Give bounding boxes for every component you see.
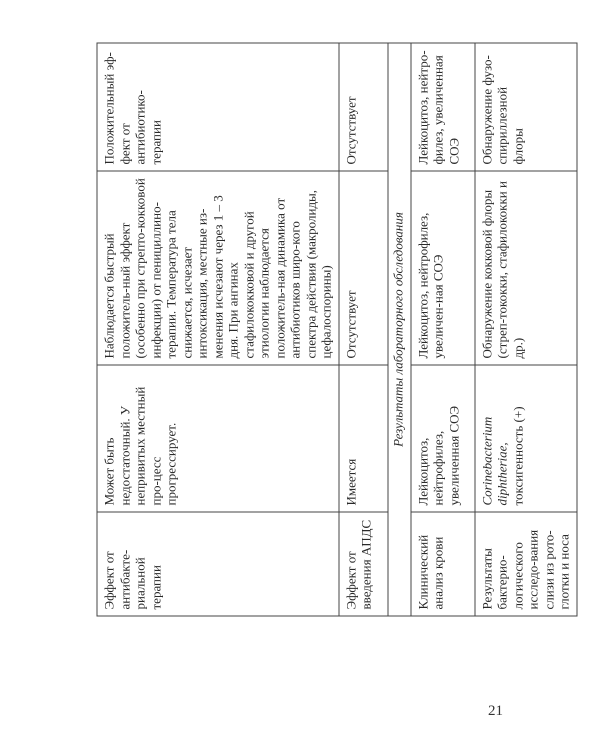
- table-cell: Обнаружение фузо-спириллезной флоры: [475, 43, 577, 171]
- row-label: Эффект от введения АПДС: [339, 512, 388, 616]
- section-title: Результаты лабораторного обследования: [388, 43, 411, 616]
- table-cell: Лейкоцитоз, нейтрофилез, увеличенная СОЭ: [411, 365, 475, 512]
- table-row: [339, 43, 388, 616]
- table-row: [97, 43, 339, 616]
- table-cell: Лейкоцитоз, нейтро-филез, увеличенная СОЭ: [411, 43, 475, 171]
- row-label: Результаты бактерио-логического исследо-вания слизи из рото-глотки и носа: [475, 512, 577, 616]
- toxigenicity-text: токсигенность (+): [510, 406, 525, 506]
- bacterium-name: Corinebacterium diphtheriae,: [479, 416, 510, 506]
- comparison-table: [97, 43, 578, 617]
- row-label: Клинический анализ крови: [411, 512, 475, 616]
- table-row: [475, 43, 577, 616]
- table-cell: [475, 365, 577, 512]
- table-cell: Обнаружение кокковой флоры (стреп-тококки, стафилококки и др.): [475, 171, 577, 365]
- row-label: Эффект от антибакте-риальной терапии: [97, 512, 339, 616]
- section-row: [388, 43, 411, 616]
- rotated-comparison-table: [97, 44, 572, 617]
- table-cell: Отсутствует: [339, 43, 388, 171]
- table-cell: Отсутствует: [339, 171, 388, 365]
- table-cell: Имеется: [339, 365, 388, 512]
- page-number: 21: [488, 703, 503, 719]
- table-cell: Лейкоцитоз, нейтрофилез, увеличен-ная СОЭ: [411, 171, 475, 365]
- table-cell: Положительный эф-фект от антибиотико-терапии: [97, 43, 339, 171]
- table-row: [411, 43, 475, 616]
- table-cell: Наблюдается быстрый положитель-ный эффект (особенно при стрепто-кокковой инфекции) от пенициллино-терапии. Температура тела снижается, исчезает интоксикация, местные из-менения исчезают через 1 – 3 дня. При ангинах стафилококковой и другой этиологии наблюдается положитель-ная динамика от антибиотиков широ-кого спектра действия (макролиды, цефалоспорины): [97, 171, 339, 365]
- table-cell: Может быть недостаточный. У непривитых местный про-цесс прогрессирует.: [97, 365, 339, 512]
